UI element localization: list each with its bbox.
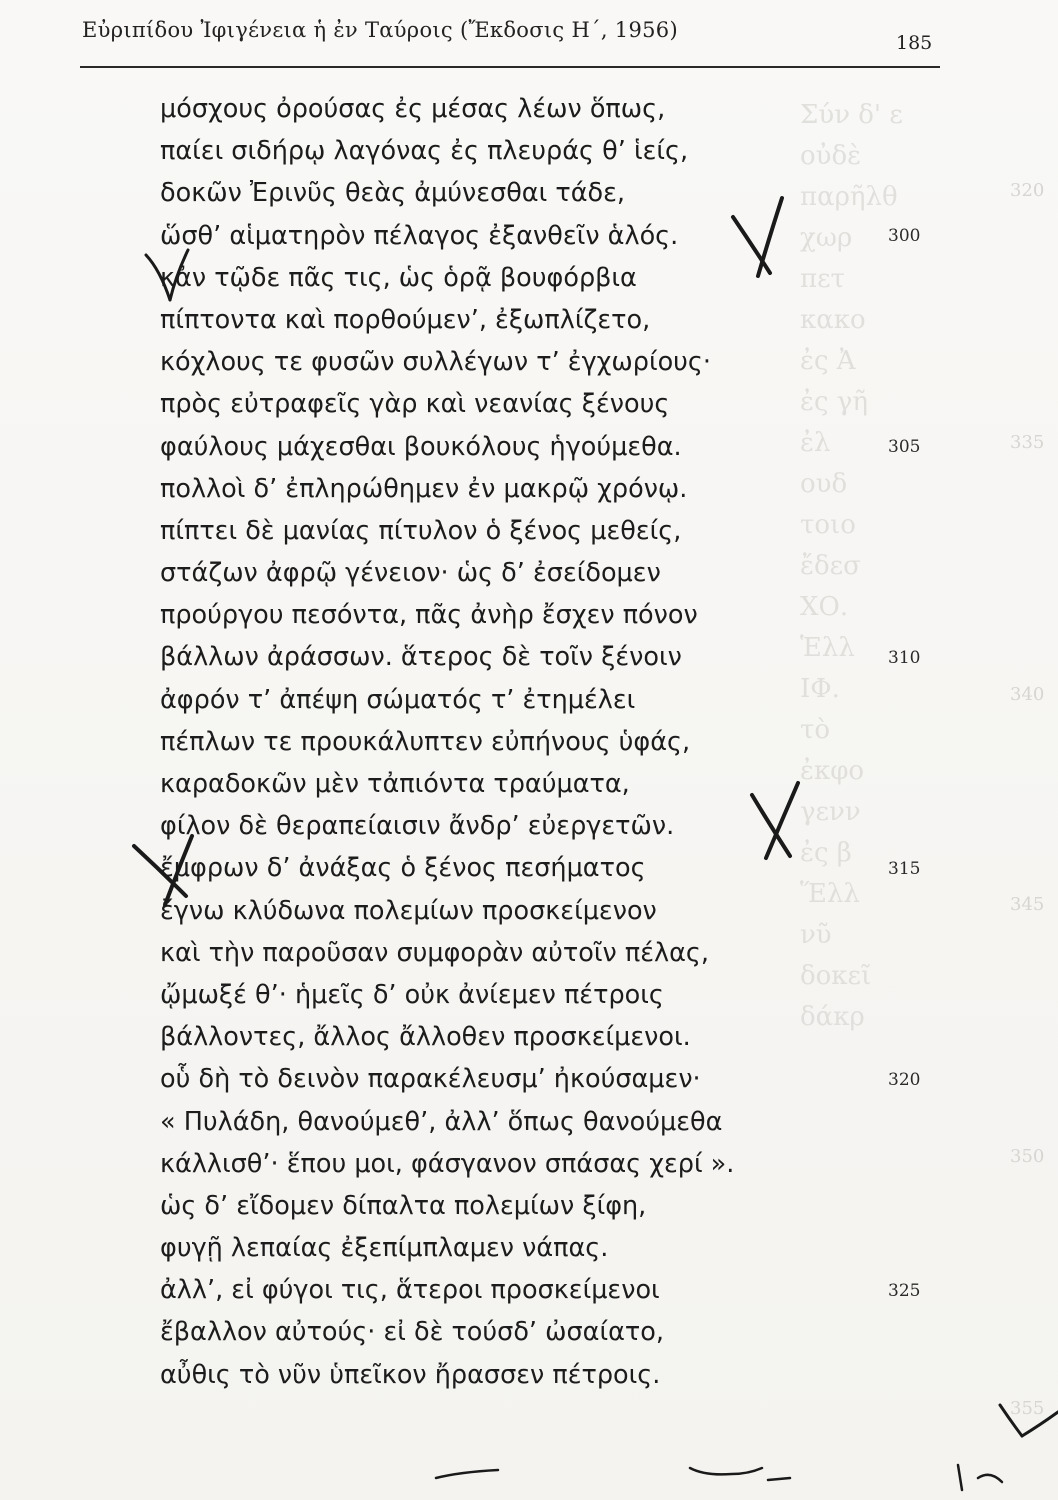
verse-line-text: κόχλους τε φυσῶν συλλέγων τ’ ἐγχωρίους· (160, 347, 712, 378)
verse-line (160, 383, 860, 425)
bleed-line: κακο (800, 305, 866, 335)
bleed-line: τὸ (800, 715, 831, 745)
bleed-line: ἐλ (800, 428, 831, 458)
bleed-line: ἐκφο (800, 756, 865, 786)
verse-line (160, 172, 860, 214)
verse-line (160, 1269, 860, 1311)
verse-line (160, 679, 860, 721)
verse-line (160, 510, 860, 552)
verse-line (160, 636, 860, 678)
verse-line (160, 1227, 860, 1269)
verse-line-text: στάζων ἀφρῷ γένειον· ὡς δ’ ἐσείδομεν (160, 558, 661, 589)
line-number: 320 (888, 1069, 921, 1090)
verse-line-text: ἔμφρων δ’ ἀνάξας ὁ ξένος πεσήματος (160, 853, 646, 884)
bleed-line: ουδ (800, 469, 848, 499)
bleed-line: Ἕλλ (800, 879, 860, 909)
bleed-line: οὐδὲ (800, 141, 862, 171)
verse-line (160, 1058, 860, 1100)
verse-line-text: ὡς δ’ εἴδομεν δίπαλτα πολεμίων ξίφη, (160, 1190, 647, 1221)
bleed-line: χωρ (800, 223, 853, 253)
bleed-line: Σύν δ' ε (800, 100, 903, 130)
bleed-line-number: 320 (1010, 180, 1045, 201)
bleed-line: ἔδεσ (800, 551, 861, 581)
bleed-line: ἐς β (800, 838, 852, 868)
line-number: 305 (888, 436, 921, 457)
bleed-line: δοκεῖ (800, 961, 872, 991)
line-number: 310 (888, 647, 921, 668)
verse-line (160, 763, 860, 805)
verse-line-text: καὶ τὴν παροῦσαν συμφορὰν αὐτοῖν πέλας, (160, 937, 709, 968)
bleed-line-number: 340 (1010, 684, 1045, 705)
line-number: 325 (888, 1280, 921, 1301)
verse-line-text: παίει σιδήρῳ λαγόνας ἐς πλευράς θ’ ἱείς, (160, 136, 689, 167)
verse-line (160, 1143, 860, 1185)
verse-line-text: πρὸς εὐτραφεῖς γὰρ καὶ νεανίας ξένους (160, 389, 670, 420)
verse-line-text: ἔγνω κλύδωνα πολεμίων προσκείμενον (160, 895, 657, 926)
bleed-line: δάκρ (800, 1002, 865, 1032)
verse-line (160, 88, 860, 130)
bleed-line-number: 335 (1010, 432, 1045, 453)
verse-line (160, 1185, 860, 1227)
verse-line-text: προύργου πεσόντα, πᾶς ἀνὴρ ἔσχεν πόνον (160, 600, 698, 631)
verse-line (160, 341, 860, 383)
verse-line (160, 1101, 860, 1143)
verse-line-text: ἀλλ’, εἰ φύγοι τις, ἅτεροι προσκείμενοι (160, 1275, 660, 1306)
verse-line (160, 847, 860, 889)
verse-line (160, 426, 860, 468)
verse-block (160, 88, 860, 1396)
verse-line (160, 130, 860, 172)
bleed-line: ΧΟ. (800, 592, 849, 622)
verse-line-text: βάλλων ἀράσσων. ἅτερος δὲ τοῖν ξένοιν (160, 642, 682, 673)
line-number: 300 (888, 225, 921, 246)
bleed-line: νῦ (800, 920, 832, 950)
bleed-line-number: 350 (1010, 1146, 1045, 1167)
verse-line (160, 468, 860, 510)
verse-line-text: ὥσθ’ αἱματηρὸν πέλαγος ἐξανθεῖν ἁλός. (160, 220, 679, 251)
bleed-line: ἐς γῆ (800, 387, 868, 417)
verse-line-text: ἀφρόν τ’ ἀπέψη σώματός τ’ ἐτημέλει (160, 684, 636, 715)
verse-line-text: καραδοκῶν μὲν τἀπιόντα τραύματα, (160, 769, 630, 799)
verse-line (160, 1354, 860, 1396)
verse-line-text: « Πυλάδη, θανούμεθ’, ἀλλ’ ὅπως θανούμεθα (160, 1106, 723, 1137)
verse-line-text: πέπλων τε προυκάλυπτεν εὐπήνους ὑφάς, (160, 726, 691, 757)
verse-line-text: αὖθις τὸ νῦν ὑπεῖκον ἤρασσεν πέτροις. (160, 1359, 661, 1390)
verse-line (160, 552, 860, 594)
verse-line (160, 932, 860, 974)
verse-line (160, 805, 860, 847)
header-rule (80, 66, 940, 68)
verse-line-text: ἔβαλλον αὐτούς· εἰ δὲ τούσδ’ ὠσαίατο, (160, 1317, 664, 1348)
verse-line-text: κάλλισθ’· ἕπου μοι, φάσγανον σπάσας χερί ». (160, 1148, 735, 1179)
verse-line-text: ᾤμωξέ θ’· ἡμεῖς δ’ οὐκ ἀνίεμεν πέτροις (160, 979, 664, 1010)
running-head: Εὐριπίδου Ἰφιγένεια ἡ ἐν Ταύροις (Ἔκδοσις Η΄, 1956) (82, 18, 678, 42)
verse-line (160, 974, 860, 1016)
verse-line-text: πίπτοντα καὶ πορθούμεν’, ἐξωπλίζετο, (160, 304, 651, 335)
verse-line-text: φίλον δὲ θεραπείαισιν ἄνδρ’ εὐεργετῶν. (160, 811, 675, 842)
verse-line (160, 215, 860, 257)
verse-line-text: δοκῶν Ἐρινῦς θεὰς ἀμύνεσθαι τάδε, (160, 178, 625, 209)
verse-line-text: βάλλοντες, ἄλλος ἄλλοθεν προσκείμενοι. (160, 1022, 691, 1053)
verse-line-text: φυγῇ λεπαίας ἐξεπίμπλαμεν νάπας. (160, 1233, 609, 1264)
verse-line-text: πίπτει δὲ μανίας πίτυλον ὁ ξένος μεθείς, (160, 515, 682, 546)
verse-line (160, 1016, 860, 1058)
verse-line (160, 1311, 860, 1353)
verse-line-text: μόσχους ὀρούσας ἐς μέσας λέων ὅπως, (160, 94, 666, 124)
scribble-mark-icon (436, 1465, 1002, 1490)
page-number: 185 (896, 32, 933, 54)
bleed-line-number: 355 (1010, 1398, 1045, 1419)
verse-line (160, 890, 860, 932)
verse-line (160, 721, 860, 763)
line-number: 315 (888, 858, 921, 879)
bleed-line: ΙΦ. (800, 674, 840, 704)
verse-line (160, 594, 860, 636)
bleed-line: γενν (800, 797, 861, 827)
bleed-line: τοιο (800, 510, 856, 540)
verse-line-text: φαύλους μάχεσθαι βουκόλους ἡγούμεθα. (160, 431, 682, 462)
verse-line-text: πολλοὶ δ’ ἐπληρώθημεν ἐν μακρῷ χρόνῳ. (160, 473, 688, 504)
bleed-line-number: 345 (1010, 894, 1045, 915)
verse-line (160, 257, 860, 299)
bleed-line: παρῆλθ (800, 182, 898, 212)
verse-line (160, 299, 860, 341)
verse-line-text: οὗ δὴ τὸ δεινὸν παρακέλευσμ’ ἠκούσαμεν· (160, 1064, 701, 1095)
verse-line-text: κἀν τῷδε πᾶς τις, ὡς ὁρᾷ βουφόρβια (160, 262, 637, 293)
bleed-line: Ἑλλ (800, 633, 855, 663)
bleed-line: πετ (800, 264, 845, 294)
bleed-line: ἐς Ἀ (800, 346, 856, 376)
